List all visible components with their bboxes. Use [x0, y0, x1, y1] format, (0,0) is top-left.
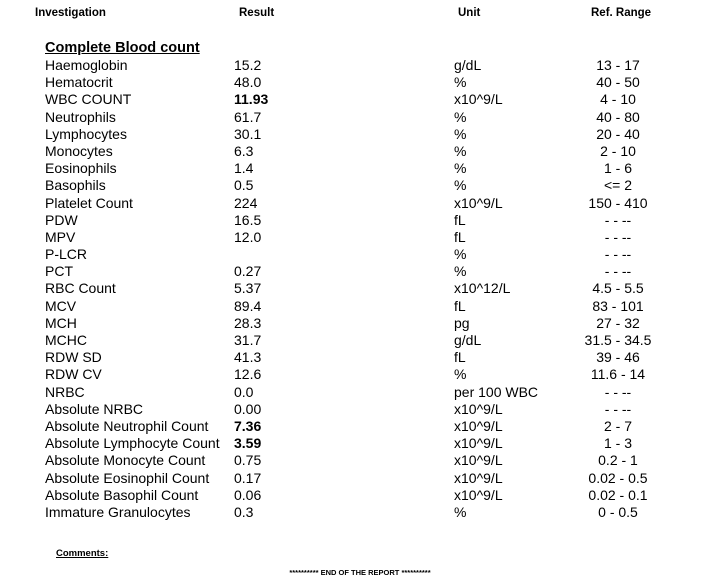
- results-table: [0, 57, 720, 521]
- test-name: Absolute Monocyte Count: [45, 452, 206, 469]
- test-ref-range: - - --: [604, 400, 632, 417]
- table-row: [0, 109, 720, 126]
- test-ref-range: 27 - 32: [596, 314, 640, 331]
- table-row: [0, 263, 720, 280]
- test-name: P-LCR: [45, 246, 88, 263]
- test-unit: %: [454, 125, 467, 142]
- test-ref-range: 4.5 - 5.5: [592, 280, 644, 297]
- table-row: [0, 212, 720, 229]
- test-ref-range: 150 - 410: [588, 194, 648, 211]
- table-row: [0, 504, 720, 521]
- table-row: [0, 332, 720, 349]
- test-result: 0.27: [234, 263, 262, 280]
- test-result: 6.3: [234, 142, 254, 159]
- test-name: MCHC: [45, 332, 87, 348]
- table-row: [0, 74, 720, 91]
- test-ref-range: - - --: [604, 383, 632, 400]
- test-unit: x10^9/L: [454, 194, 503, 211]
- test-ref-range: 0.02 - 0.5: [588, 469, 648, 486]
- test-unit: %: [454, 503, 467, 520]
- test-name: Haemoglobin: [45, 57, 128, 73]
- test-unit: %: [454, 177, 467, 194]
- test-name: Eosinophils: [45, 160, 117, 177]
- test-result: 0.3: [234, 503, 254, 520]
- table-row: [0, 349, 720, 366]
- test-ref-range: 40 - 80: [596, 108, 640, 125]
- table-row: [0, 401, 720, 418]
- test-ref-range: - - --: [604, 263, 632, 280]
- test-unit: x10^9/L: [454, 91, 503, 108]
- table-row: [0, 470, 720, 487]
- table-row: [0, 418, 720, 435]
- table-row: [0, 246, 720, 263]
- test-unit: %: [454, 263, 467, 280]
- test-result: 7.36: [234, 417, 262, 434]
- test-name: Hematocrit: [45, 74, 113, 91]
- test-name: Lymphocytes: [45, 125, 127, 142]
- table-row: [0, 160, 720, 177]
- test-name: MPV: [45, 228, 76, 245]
- test-unit: %: [454, 366, 467, 383]
- test-result: 12.6: [234, 366, 262, 383]
- test-ref-range: 0 - 0.5: [598, 503, 638, 520]
- test-name: Basophils: [45, 177, 106, 194]
- test-ref-range: 2 - 7: [603, 417, 632, 434]
- test-name: Immature Granulocytes: [45, 503, 191, 520]
- test-unit: %: [454, 108, 467, 125]
- header-result: Result: [239, 7, 275, 19]
- table-row: [0, 366, 720, 383]
- test-result: 0.75: [234, 452, 262, 469]
- test-unit: fL: [454, 211, 466, 228]
- test-unit: per 100 WBC: [454, 383, 539, 400]
- test-result: 41.3: [234, 349, 262, 366]
- test-ref-range: 13 - 17: [596, 57, 640, 73]
- test-result: 31.7: [234, 332, 262, 348]
- test-name: Absolute Eosinophil Count: [45, 469, 210, 486]
- header-ref-range: Ref. Range: [591, 7, 652, 19]
- test-name: Neutrophils: [45, 108, 116, 125]
- test-result: 224: [234, 194, 258, 211]
- test-ref-range: 40 - 50: [596, 74, 640, 91]
- test-unit: g/dL: [454, 332, 482, 348]
- test-result: 5.37: [234, 280, 262, 297]
- test-result: 48.0: [234, 74, 262, 91]
- test-unit: %: [454, 246, 467, 263]
- test-name: MCV: [45, 297, 77, 314]
- section-title: Complete Blood count: [45, 40, 200, 56]
- test-name: MCH: [45, 314, 77, 331]
- test-result: 61.7: [234, 108, 262, 125]
- test-ref-range: 20 - 40: [596, 125, 640, 142]
- table-row: [0, 177, 720, 194]
- table-row: [0, 280, 720, 297]
- test-result: 0.17: [234, 469, 262, 486]
- header-investigation: Investigation: [35, 7, 106, 19]
- test-result: 3.59: [234, 435, 262, 452]
- test-ref-range: 1 - 6: [603, 160, 632, 177]
- test-result: 12.0: [234, 228, 262, 245]
- test-result: 15.2: [234, 57, 262, 73]
- test-unit: fL: [454, 228, 466, 245]
- test-name: Monocytes: [45, 142, 113, 159]
- test-unit: x10^9/L: [454, 400, 503, 417]
- test-name: Platelet Count: [45, 194, 133, 211]
- test-result: 0.06: [234, 486, 262, 503]
- test-unit: %: [454, 74, 467, 91]
- test-ref-range: - - --: [604, 228, 632, 245]
- test-ref-range: 4 - 10: [600, 91, 636, 108]
- test-result: 0.0: [234, 383, 254, 400]
- test-unit: fL: [454, 349, 466, 366]
- test-ref-range: - - --: [604, 246, 632, 263]
- end-of-report: ********** END OF THE REPORT **********: [289, 568, 431, 577]
- test-name: Absolute Lymphocyte Count: [45, 435, 220, 452]
- test-name: Absolute Neutrophil Count: [45, 417, 209, 434]
- test-ref-range: <= 2: [603, 177, 633, 194]
- test-unit: x10^9/L: [454, 469, 503, 486]
- test-name: PDW: [45, 211, 78, 228]
- table-row: [0, 229, 720, 246]
- test-result: 30.1: [234, 125, 262, 142]
- table-row: [0, 487, 720, 504]
- test-unit: pg: [454, 314, 470, 331]
- test-ref-range: 39 - 46: [596, 349, 640, 366]
- test-ref-range: 0.02 - 0.1: [588, 486, 648, 503]
- comments-label: Comments:: [56, 548, 109, 559]
- test-unit: fL: [454, 297, 466, 314]
- test-name: Absolute NRBC: [45, 400, 144, 417]
- test-ref-range: 2 - 10: [600, 142, 636, 159]
- test-unit: x10^9/L: [454, 486, 503, 503]
- test-ref-range: 83 - 101: [592, 297, 644, 314]
- table-row: [0, 91, 720, 108]
- test-name: RDW SD: [45, 349, 102, 366]
- test-name: WBC COUNT: [45, 91, 132, 108]
- table-row: [0, 315, 720, 332]
- test-ref-range: - - --: [604, 211, 632, 228]
- test-result: 89.4: [234, 297, 262, 314]
- table-row: [0, 57, 720, 74]
- test-unit: %: [454, 160, 467, 177]
- test-result: 0.5: [234, 177, 254, 194]
- header-unit: Unit: [458, 7, 481, 19]
- test-name: Absolute Basophil Count: [45, 486, 199, 503]
- test-name: RBC Count: [45, 280, 116, 297]
- table-row: [0, 195, 720, 212]
- test-unit: x10^9/L: [454, 452, 503, 469]
- table-row: [0, 384, 720, 401]
- test-ref-range: 11.6 - 14: [590, 366, 646, 383]
- test-result: 11.93: [234, 91, 269, 108]
- test-result: 0.00: [234, 400, 262, 417]
- test-ref-range: 0.2 - 1: [598, 452, 638, 469]
- test-result: 1.4: [234, 160, 254, 177]
- table-row: [0, 143, 720, 160]
- test-result: 16.5: [234, 211, 262, 228]
- test-result: 28.3: [234, 314, 262, 331]
- table-row: [0, 298, 720, 315]
- table-row: [0, 435, 720, 452]
- test-unit: x10^9/L: [454, 435, 503, 452]
- test-name: RDW CV: [45, 366, 102, 383]
- test-unit: g/dL: [454, 57, 482, 73]
- test-unit: %: [454, 142, 467, 159]
- test-unit: x10^12/L: [454, 280, 511, 297]
- test-ref-range: 31.5 - 34.5: [584, 332, 652, 348]
- test-ref-range: 1 - 3: [603, 435, 632, 452]
- test-name: NRBC: [45, 383, 85, 400]
- test-unit: x10^9/L: [454, 417, 503, 434]
- test-name: PCT: [45, 263, 73, 280]
- table-row: [0, 452, 720, 469]
- table-row: [0, 126, 720, 143]
